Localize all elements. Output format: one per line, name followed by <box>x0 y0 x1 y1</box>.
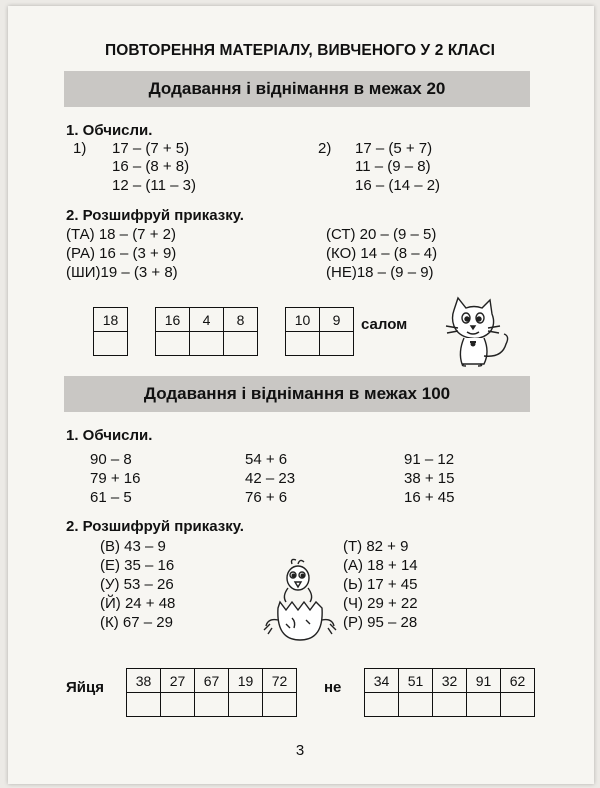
grid-cell: 10 <box>286 308 320 332</box>
grid-answer-cell[interactable] <box>229 693 263 717</box>
s2-task1-expr: 42 – 23 <box>245 470 296 487</box>
s1-answer-grid-1 <box>93 307 128 356</box>
s2-task1-expr: 79 + 16 <box>90 470 141 487</box>
s2-task2-label: 2. Розшифруй приказку. <box>66 518 244 535</box>
grid-answer-cell[interactable] <box>433 693 467 717</box>
s1-task2-expr: (РА) 16 – (3 + 9) <box>66 245 177 262</box>
grid-cell: 19 <box>229 669 263 693</box>
s2-answer-grid-1 <box>126 668 297 717</box>
grid-cell: 27 <box>161 669 195 693</box>
s1-task1-expr: 16 – (14 – 2) <box>355 177 441 194</box>
grid-answer-cell[interactable] <box>190 332 224 356</box>
grid-answer-cell[interactable] <box>94 332 128 356</box>
s1-task2-expr: (НЕ)18 – (9 – 9) <box>326 264 434 281</box>
grid-answer-cell[interactable] <box>195 693 229 717</box>
grid-cell: 62 <box>501 669 535 693</box>
grid-answer-cell[interactable] <box>127 693 161 717</box>
s2-task2-expr: (Ч) 29 + 22 <box>343 595 418 612</box>
s1-task2-expr: (КО) 14 – (8 – 4) <box>326 245 438 262</box>
grid-answer-cell[interactable] <box>161 693 195 717</box>
s2-task2-expr: (Ь) 17 + 45 <box>343 576 418 593</box>
s2-task1-expr: 91 – 12 <box>404 451 455 468</box>
s2-task2-expr: (А) 18 + 14 <box>343 557 418 574</box>
s1-task2-expr: (ШИ)19 – (3 + 8) <box>66 264 178 281</box>
grid-cell: 18 <box>94 308 128 332</box>
section-1-heading: Додавання і віднімання в межах 20 <box>64 71 530 107</box>
s2-task1-expr: 76 + 6 <box>245 489 288 506</box>
s1-task1-expr: 11 – (9 – 8) <box>355 158 431 175</box>
grid-answer-cell[interactable] <box>286 332 320 356</box>
grid-cell: 72 <box>263 669 297 693</box>
grid-answer-cell[interactable] <box>467 693 501 717</box>
grid-answer-cell[interactable] <box>399 693 433 717</box>
s1-task1-col1-number: 1) <box>73 140 87 157</box>
s1-task1-expr: 12 – (11 – 3) <box>112 177 196 194</box>
s1-task1-expr: 17 – (7 + 5) <box>112 140 190 157</box>
s1-task1-expr: 17 – (5 + 7) <box>355 140 433 157</box>
s2-task1-expr: 16 + 45 <box>404 489 455 506</box>
grid-cell: 67 <box>195 669 229 693</box>
grid-answer-cell[interactable] <box>263 693 297 717</box>
s1-task2-expr: (СТ) 20 – (9 – 5) <box>326 226 437 243</box>
grid-cell: 16 <box>156 308 190 332</box>
s2-task2-expr: (К) 67 – 29 <box>100 614 173 631</box>
s1-task2-label: 2. Розшифруй приказку. <box>66 207 244 224</box>
s2-task2-expr: (Р) 95 – 28 <box>343 614 418 631</box>
s1-answer-grid-3 <box>285 307 354 356</box>
grid-answer-cell[interactable] <box>156 332 190 356</box>
section-2-heading: Додавання і віднімання в межах 100 <box>64 376 530 412</box>
s2-task2-expr: (У) 53 – 26 <box>100 576 174 593</box>
grid-cell: 51 <box>399 669 433 693</box>
s1-task1-col2-number: 2) <box>318 140 332 157</box>
s2-task1-expr: 38 + 15 <box>404 470 455 487</box>
grid-answer-cell[interactable] <box>501 693 535 717</box>
s2-task1-expr: 90 – 8 <box>90 451 132 468</box>
s2-proverb-word-1: Яйця <box>66 679 104 696</box>
grid-cell: 4 <box>190 308 224 332</box>
s1-proverb-word: салом <box>361 316 408 333</box>
page-title: ПОВТОРЕННЯ МАТЕРІАЛУ, ВИВЧЕНОГО У 2 КЛАСІ <box>105 42 495 59</box>
grid-cell: 32 <box>433 669 467 693</box>
s2-task1-label: 1. Обчисли. <box>66 427 153 444</box>
s2-task1-expr: 61 – 5 <box>90 489 132 506</box>
s2-answer-grid-2 <box>364 668 535 717</box>
grid-cell: 9 <box>320 308 354 332</box>
page-number: 3 <box>295 742 305 759</box>
s2-task2-expr: (Е) 35 – 16 <box>100 557 175 574</box>
grid-cell: 34 <box>365 669 399 693</box>
chick-in-egg-icon <box>262 558 338 644</box>
grid-cell: 8 <box>224 308 258 332</box>
cat-icon <box>440 296 516 368</box>
s1-answer-grid-2 <box>155 307 258 356</box>
grid-answer-cell[interactable] <box>320 332 354 356</box>
grid-cell: 91 <box>467 669 501 693</box>
grid-answer-cell[interactable] <box>365 693 399 717</box>
s1-task1-label: 1. Обчисли. <box>66 122 153 139</box>
s1-task1-expr: 16 – (8 + 8) <box>112 158 190 175</box>
grid-answer-cell[interactable] <box>224 332 258 356</box>
grid-cell: 38 <box>127 669 161 693</box>
s2-proverb-word-2: не <box>324 679 342 696</box>
s2-task2-expr: (В) 43 – 9 <box>100 538 166 555</box>
s2-task2-expr: (Й) 24 + 48 <box>100 595 176 612</box>
s1-task2-expr: (ТА) 18 – (7 + 2) <box>66 226 176 243</box>
s2-task1-expr: 54 + 6 <box>245 451 288 468</box>
s2-task2-expr: (Т) 82 + 9 <box>343 538 409 555</box>
